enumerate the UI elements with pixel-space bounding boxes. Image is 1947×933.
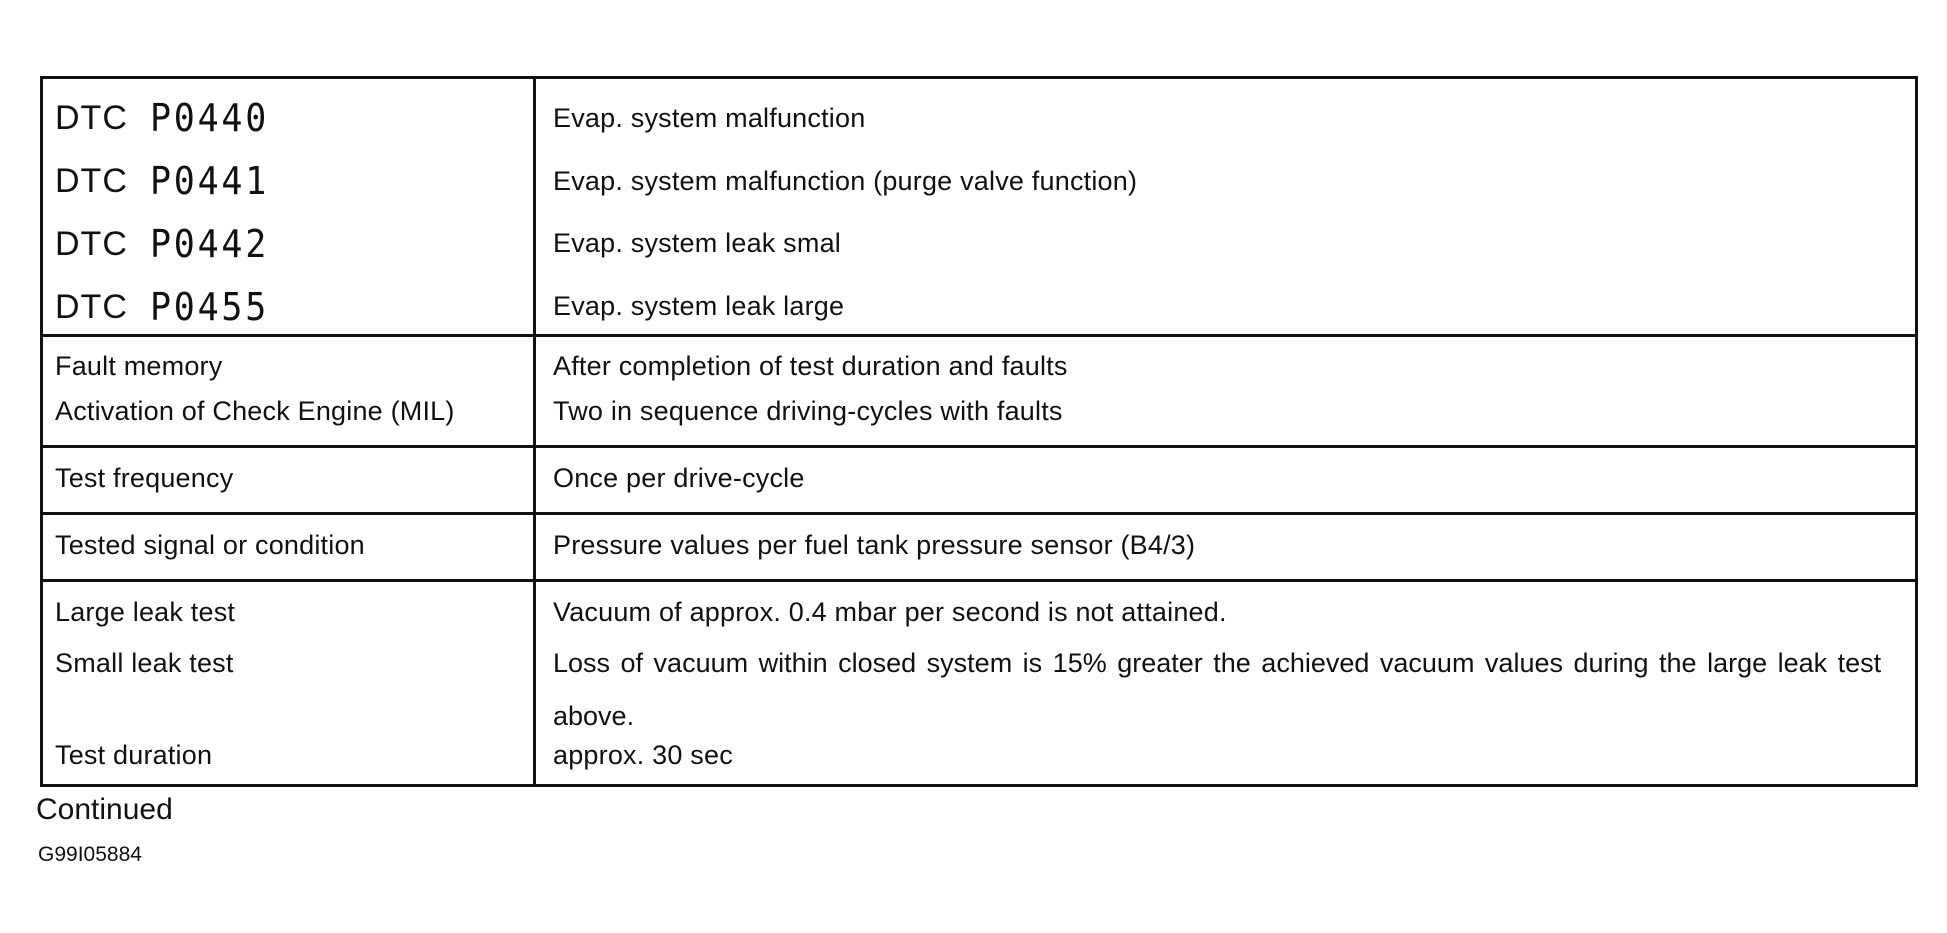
dtc-row-p0441 — [55, 159, 279, 203]
row-divider — [43, 445, 1915, 448]
dtc-row-p0442 — [55, 222, 279, 266]
dtc-prefix: DTC — [55, 287, 128, 326]
tested-signal-label: Tested signal or condition — [55, 530, 365, 560]
fault-memory-label: Fault memory — [55, 351, 223, 381]
row-divider — [43, 512, 1915, 515]
small-leak-test-label: Small leak test — [55, 648, 234, 678]
dtc-info-table — [40, 76, 1918, 787]
dtc-code: P0455 — [149, 285, 269, 329]
figure-id: G99I05884 — [38, 843, 142, 866]
dtc-row-p0440 — [55, 96, 279, 140]
dtc-row-p0455 — [55, 285, 279, 329]
dtc-code: P0440 — [149, 96, 269, 140]
dtc-prefix: DTC — [55, 224, 128, 263]
small-leak-test-value: Loss of vacuum within closed system is 15% greater the achieved vacuum values during the large leak test above. — [553, 648, 1882, 731]
dtc-code: P0442 — [149, 222, 269, 266]
mil-value: Two in sequence driving-cycles with faults — [553, 396, 1063, 426]
large-leak-test-value: Vacuum of approx. 0.4 mbar per second is not attained. — [553, 597, 1227, 627]
row-divider — [43, 579, 1915, 582]
dtc-description: Evap. system malfunction — [553, 103, 866, 133]
fault-memory-value: After completion of test duration and faults — [553, 351, 1068, 381]
large-leak-test-label: Large leak test — [55, 597, 236, 627]
column-divider — [533, 79, 536, 784]
test-frequency-value: Once per drive-cycle — [553, 463, 805, 493]
test-duration-label: Test duration — [55, 740, 213, 770]
tested-signal-value: Pressure values per fuel tank pressure sensor (B4/3) — [553, 530, 1196, 560]
dtc-prefix: DTC — [55, 161, 128, 200]
test-frequency-label: Test frequency — [55, 463, 234, 493]
continued-label: Continued — [36, 793, 173, 826]
dtc-code: P0441 — [149, 159, 269, 203]
test-duration-value: approx. 30 sec — [553, 740, 733, 770]
dtc-prefix: DTC — [55, 98, 128, 137]
mil-label: Activation of Check Engine (MIL) — [55, 396, 455, 426]
dtc-description: Evap. system leak smal — [553, 228, 841, 258]
dtc-description: Evap. system malfunction (purge valve function) — [553, 166, 1138, 196]
dtc-description: Evap. system leak large — [553, 291, 845, 321]
row-divider — [43, 334, 1915, 337]
